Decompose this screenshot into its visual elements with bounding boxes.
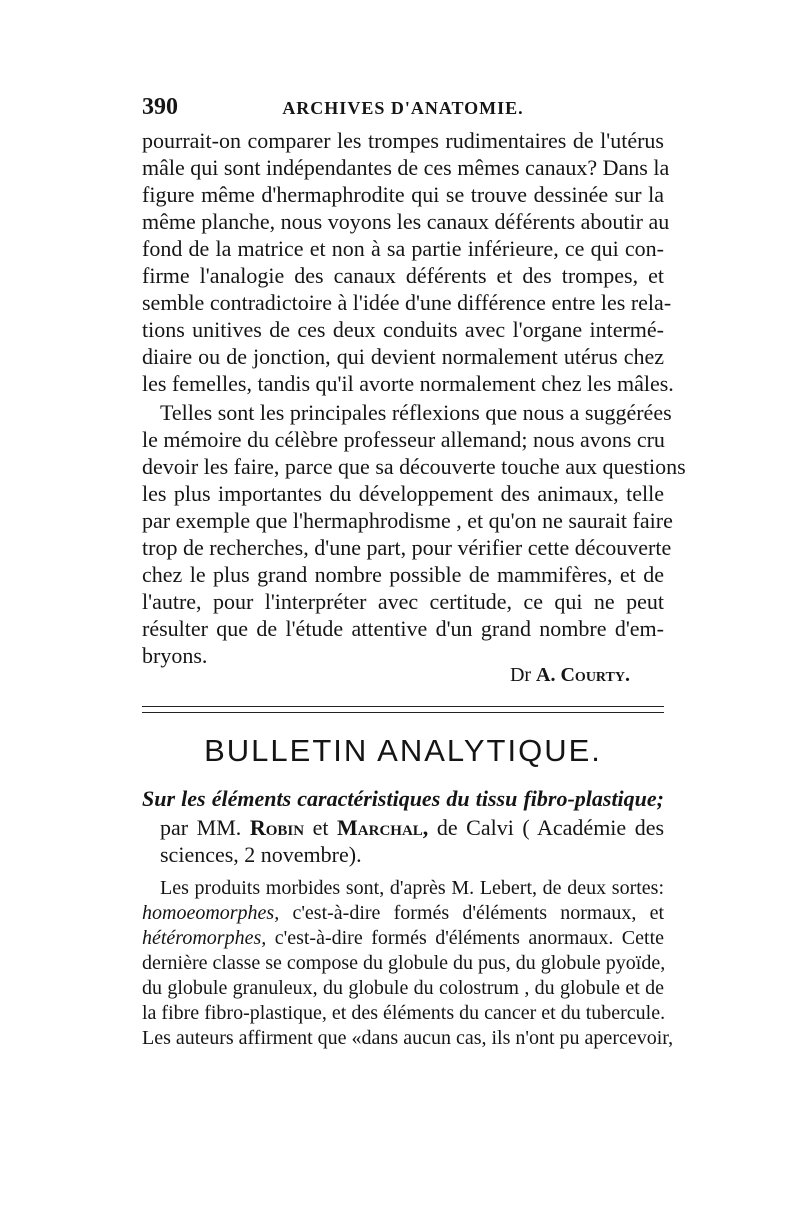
- text-line: les femelles, tandis qu'il avorte normalement chez les mâles.: [142, 371, 674, 396]
- section-title: BULLETIN ANALYTIQUE.: [204, 733, 602, 768]
- text-line: hétéromorphes, c'est-à-dire formés d'éléments anormaux. Cette: [142, 927, 665, 949]
- text-line: Telles sont les principales réflexions que nous a suggérées: [160, 400, 672, 425]
- signature-title: Dr: [509, 664, 532, 686]
- text-line: Les produits morbides sont, d'après M. Lebert, de deux sortes:: [160, 877, 664, 899]
- text-line: du globule granuleux, du globule du colostrum , du globule et de: [142, 977, 664, 999]
- divider-rule: [142, 706, 664, 707]
- text-line: résulter que de l'étude attentive d'un grand nombre d'em-: [142, 616, 664, 641]
- text-line: dernière classe se compose du globule du pus, du globule pyoïde,: [142, 952, 666, 974]
- text-line: chez le plus grand nombre possible de mammifères, et de: [142, 562, 664, 587]
- text-line: homoeomorphes, c'est-à-dire formés d'éléments normaux, et: [142, 902, 665, 924]
- text-line: tions unitives de ces deux conduits avec l'organe intermé-: [142, 317, 664, 342]
- author-name: Marchal,: [337, 815, 429, 840]
- text-line: devoir les faire, parce que sa découverte touche aux questions: [142, 454, 686, 479]
- text-line: par exemple que l'hermaphrodisme , et qu'on ne saurait faire: [142, 508, 673, 533]
- text-line: même planche, nous voyons les canaux déférents aboutir au: [142, 209, 670, 234]
- author-signature: [500, 664, 630, 687]
- running-title: ARCHIVES D'ANATOMIE.: [282, 98, 524, 118]
- text-line: le mémoire du célèbre professeur allemand; nous avons cru: [142, 427, 665, 452]
- text-line: l'autre, pour l'interpréter avec certitude, ce qui ne peut: [142, 589, 664, 614]
- text-line: les plus importantes du développement des animaux, telle: [142, 481, 664, 506]
- text-line: bryons.: [142, 643, 208, 668]
- page-number: 390: [142, 94, 178, 120]
- signature-name: A. Courty.: [536, 664, 630, 686]
- text-line: la fibre fibro-plastique, et des éléments du cancer et du tubercule.: [142, 1002, 666, 1024]
- text-line: semble contradictoire à l'idée d'une différence entre les rela-: [142, 290, 672, 315]
- text-line: pourrait-on comparer les trompes rudimentaires de l'utérus: [142, 128, 664, 153]
- article-byline: par MM. Robin et Marchal, de Calvi ( Académie des: [160, 815, 665, 840]
- page-header: [142, 94, 664, 124]
- author-name: Robin: [249, 815, 305, 840]
- text-line: Les auteurs affirment que «dans aucun cas, ils n'ont pu apercevoir,: [142, 1027, 674, 1049]
- text-line: firme l'analogie des canaux déférents et des trompes, et: [142, 263, 664, 288]
- divider-rule: [142, 712, 664, 713]
- text-line: fond de la matrice et non à sa partie inférieure, ce qui con-: [142, 236, 664, 261]
- text-line: figure même d'hermaphrodite qui se trouve dessinée sur la: [142, 182, 664, 207]
- article-source: sciences, 2 novembre).: [160, 842, 362, 867]
- text-line: mâle qui sont indépendantes de ces mêmes canaux? Dans la: [142, 155, 670, 180]
- text-line: trop de recherches, d'une part, pour vérifier cette découverte: [142, 535, 672, 560]
- text-line: diaire ou de jonction, qui devient normalement utérus chez: [142, 344, 664, 369]
- article-title: Sur les éléments caractéristiques du tissu fibro-plastique;: [142, 786, 664, 811]
